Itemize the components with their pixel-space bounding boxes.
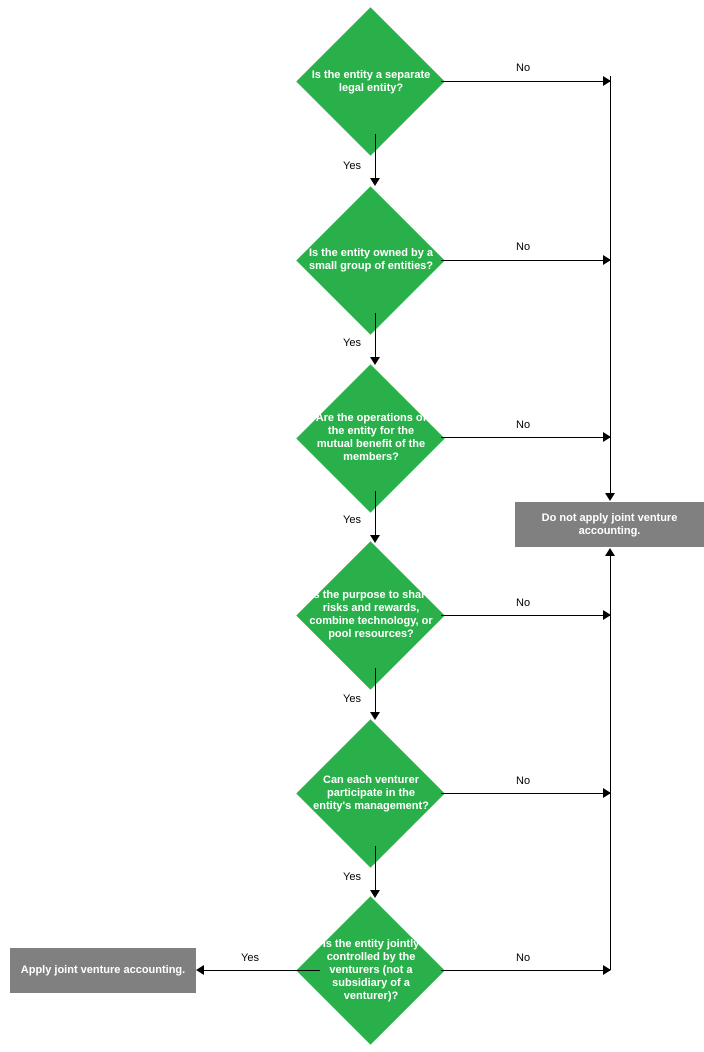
edge-d1-no-label: No xyxy=(516,62,531,74)
decision-node-4-label: Is the purpose to share risks and rewards, combine technology, or pool resources? xyxy=(309,589,433,640)
edge-d4-yes-arrow xyxy=(370,712,380,720)
edge-d6-no-label: No xyxy=(516,952,531,964)
decision-node-1-label: Is the entity a separate legal entity? xyxy=(311,69,431,94)
terminal-apply: Apply joint venture accounting. xyxy=(10,948,196,993)
edge-d4-no-label: No xyxy=(516,597,531,609)
edge-d5-no-arrow xyxy=(603,788,611,798)
edge-d5-yes-line xyxy=(375,846,376,894)
terminal-do-not-apply: Do not apply joint venture accounting. xyxy=(515,502,704,547)
edge-d2-no-line xyxy=(441,260,610,261)
decision-node-5-shape xyxy=(296,719,444,867)
edge-d2-yes-arrow xyxy=(370,357,380,365)
edge-d5-no-label: No xyxy=(516,775,531,787)
edge-d6-no-arrow xyxy=(603,965,611,975)
edge-d4-no-line xyxy=(441,615,610,616)
edge-d1-yes-arrow xyxy=(370,178,380,186)
edge-d2-yes-label: Yes xyxy=(343,337,361,349)
edge-d3-no-label: No xyxy=(516,419,531,431)
edge-d1-no-line xyxy=(441,81,610,82)
decision-node-6-label: Is the entity jointly controlled by the venturers (not a subsidiary of a venturer)? xyxy=(322,937,420,1002)
no-branch-spine-upper xyxy=(610,76,611,498)
edge-d1-yes-label: Yes xyxy=(343,160,361,172)
edge-d5-no-line xyxy=(441,793,610,794)
edge-d3-yes-label: Yes xyxy=(343,514,361,526)
edge-d4-yes-label: Yes xyxy=(343,693,361,705)
decision-node-1-shape xyxy=(296,7,444,155)
edge-d6-yes-label: Yes xyxy=(241,952,259,964)
decision-node-5-label: Can each venturer participate in the entity's management? xyxy=(313,774,429,812)
edge-d5-yes-label: Yes xyxy=(343,871,361,883)
edge-d4-no-arrow xyxy=(603,610,611,620)
decision-node-2-shape xyxy=(296,186,444,334)
edge-d6-yes-arrow xyxy=(196,965,204,975)
decision-node-3-label: Are the operations of the entity for the mutual benefit of the members? xyxy=(315,412,427,463)
edge-d1-yes-line xyxy=(375,134,376,182)
decision-node-2-label: Is the entity owned by a small group of entities? xyxy=(308,247,434,272)
edge-d3-no-line xyxy=(441,437,610,438)
no-branch-spine-arrow xyxy=(605,493,615,501)
edge-d6-yes-line xyxy=(200,970,320,971)
edge-d6-no-line xyxy=(441,970,610,971)
decision-node-3-shape xyxy=(296,364,444,512)
edge-d3-yes-line xyxy=(375,491,376,539)
edge-d2-yes-line xyxy=(375,313,376,361)
edge-d2-no-label: No xyxy=(516,241,531,253)
decision-node-4-shape xyxy=(296,541,444,689)
edge-d4-yes-line xyxy=(375,668,376,716)
no-branch-spine-lower-arrow xyxy=(605,548,615,556)
